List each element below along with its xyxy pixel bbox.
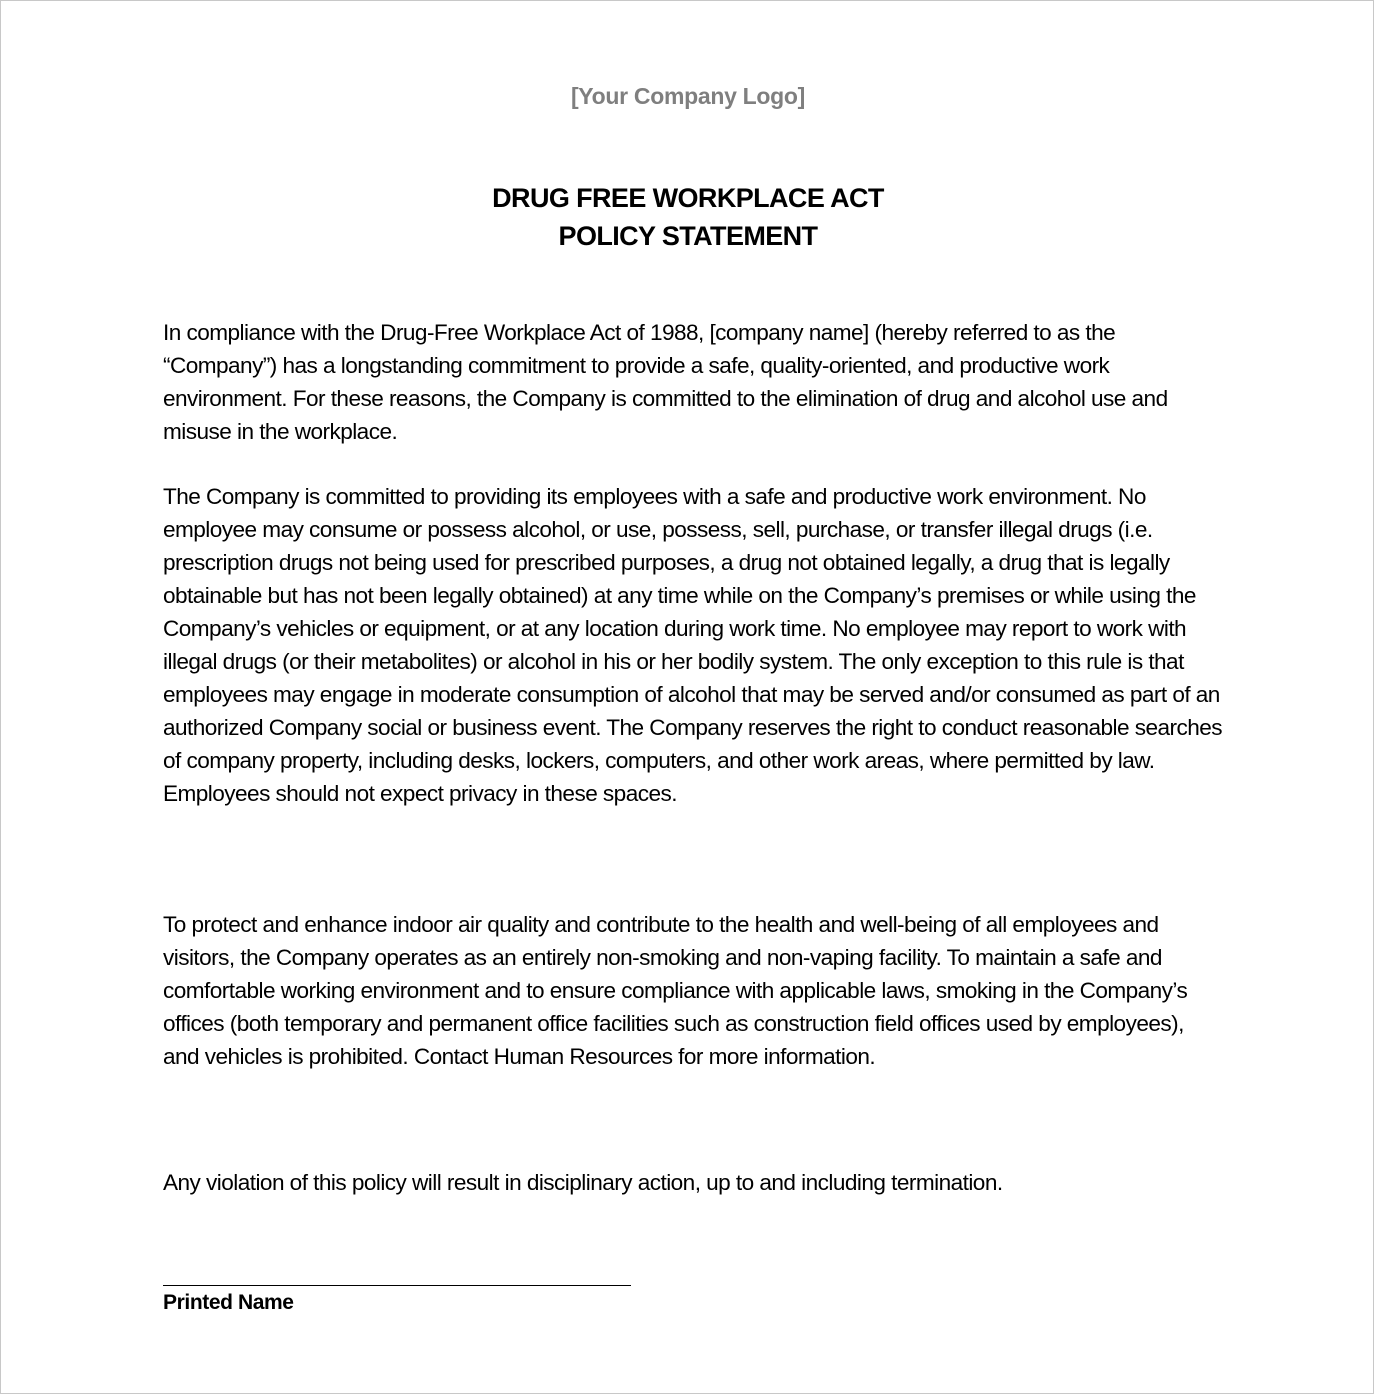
company-logo-placeholder: [Your Company Logo] [570, 83, 806, 109]
document-title [1, 179, 1374, 255]
paragraph-commitment: The Company is committed to providing its employees with a safe and productive work environment. No employee may consume or possess alcohol, or use, possess, sell, purchase, or transfer illegal drugs (i.e. prescription drugs not being used for prescribed purposes, a drug not obtained legally, a drug that is legally obtainable but has not been legally obtained) at any time while on the Company’s premises or while using the Company’s vehicles or equipment, or at any location during work time. No employee may report to work with illegal drugs (or their metabolites) or alcohol in his or her bodily system. The only exception to this rule is that employees may engage in moderate consumption of alcohol that may be served and/or consumed as part of an authorized Company social or business event. The Company reserves the right to conduct reasonable searches of company property, including desks, lockers, computers, and other work areas, where permitted by law. Employees should not expect privacy in these spaces. [163, 484, 1223, 806]
signature-line [163, 1285, 631, 1286]
title-line-1: DRUG FREE WORKPLACE ACT [492, 183, 884, 213]
title-line-2: POLICY STATEMENT [558, 221, 818, 251]
printed-name-label: Printed Name [163, 1291, 294, 1314]
paragraph-smoking: To protect and enhance indoor air quality and contribute to the health and well-being of all employees and visitors, the Company operates as an entirely non-smoking and non-vaping facility. To maintain a safe and comfortable working environment and to ensure compliance with applicable laws, smoking in the Company’s offices (both temporary and permanent office facilities such as construction field offices used by employees), and vehicles is prohibited. Contact Human Resources for more information. [163, 912, 1188, 1069]
paragraph-compliance: In compliance with the Drug-Free Workplace Act of 1988, [company name] (hereby referred to as the “Company”) has a longstanding commitment to provide a safe, quality-oriented, and productive work environment. For these reasons, the Company is committed to the elimination of drug and alcohol use and misuse in the workplace. [163, 320, 1168, 444]
paragraph-violation: Any violation of this policy will result in disciplinary action, up to and including termination. [163, 1170, 1003, 1195]
